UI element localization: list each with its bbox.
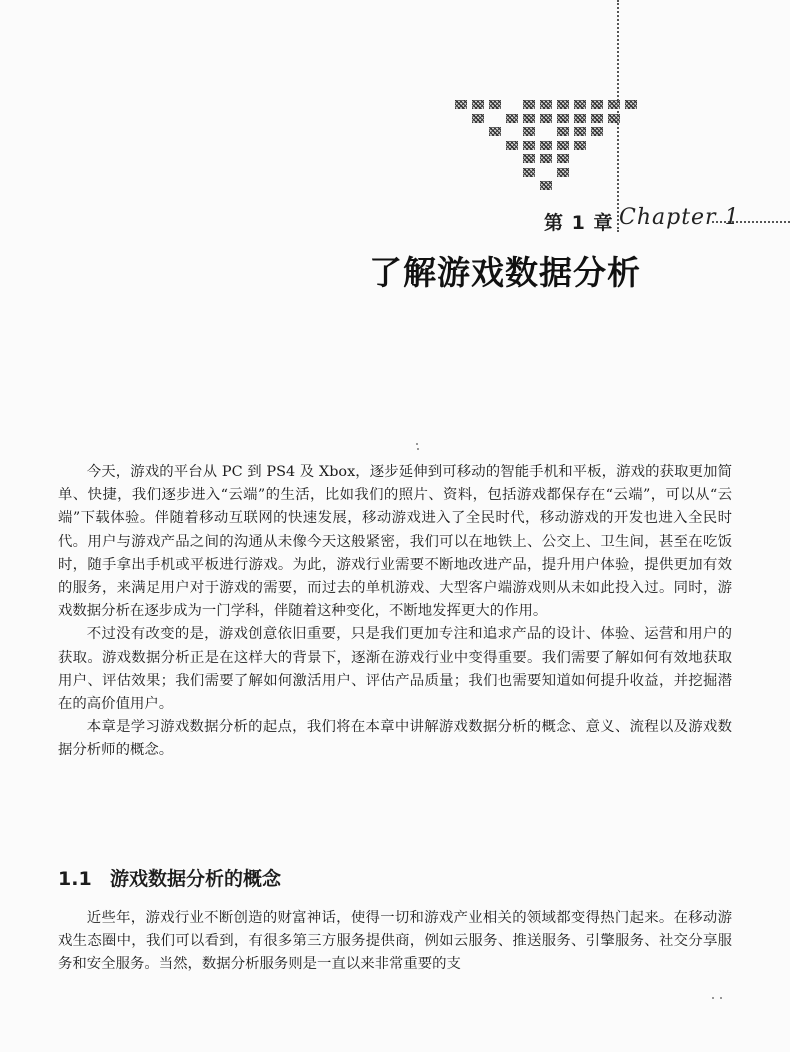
pattern-square <box>625 100 637 109</box>
pattern-square <box>540 181 552 190</box>
chapter-title: 了解游戏数据分析 <box>369 253 641 292</box>
pattern-square <box>557 100 569 109</box>
pattern-square <box>506 141 518 150</box>
pattern-square <box>591 127 603 136</box>
chapter-script-label: Chapter 1 <box>619 205 740 230</box>
paragraph: 不过没有改变的是，游戏创意依旧重要，只是我们更加专注和追求产品的设计、体验、运营和用户的获取。游戏数据分析正是在这样大的背景下，逐渐在游戏行业中变得重要。我们需要了解如何有效地获取用户、评估效果；我们需要了解如何激活用户、评估产品质量；我们也需要知道如何提升收益，并挖掘潜在的高价值用户。 <box>58 626 732 713</box>
pattern-square <box>523 154 535 163</box>
speck <box>416 443 418 445</box>
pattern-square <box>506 114 518 123</box>
pattern-square <box>523 114 535 123</box>
pattern-square <box>540 154 552 163</box>
paragraph: 本章是学习游戏数据分析的起点，我们将在本章中讲解游戏数据分析的概念、意义、流程以及游戏数据分析师的概念。 <box>58 719 732 759</box>
pattern-square <box>489 127 501 136</box>
section-number: 1.1 <box>58 868 92 890</box>
speck <box>712 997 714 999</box>
intro-text <box>58 461 732 763</box>
speck <box>720 997 722 999</box>
section-heading <box>58 864 281 891</box>
pattern-square <box>557 141 569 150</box>
pattern-square <box>540 141 552 150</box>
pattern-square <box>557 127 569 136</box>
pattern-square <box>557 154 569 163</box>
pattern-square <box>574 114 586 123</box>
pattern-square <box>472 114 484 123</box>
section-title: 游戏数据分析的概念 <box>110 868 282 890</box>
pattern-square <box>608 114 620 123</box>
pattern-square <box>472 100 484 109</box>
pattern-square <box>523 168 535 177</box>
pattern-square <box>540 100 552 109</box>
paragraph: 今天，游戏的平台从 PC 到 PS4 及 Xbox，逐步延伸到可移动的智能手机和平板，游戏的获取更加简单、快捷，我们逐步进入“云端”的生活，比如我们的照片、资料，包括游戏都保存在“云端”，可以从“云端”下载体验。伴随着移动互联网的快速发展，移动游戏进入了全民时代，移动游戏的开发也进入全民时代。用户与游戏产品之间的沟通从未像今天这般紧密，我们可以在地铁上、公交上、卫生间，甚至在吃饭时，随手拿出手机或平板进行游戏。为此，游戏行业需要不断地改进产品，提升用户体验，提供更加有效的服务，来满足用户对于游戏的需要，而过去的单机游戏、大型客户端游戏则从未如此投入过。同时，游戏数据分析在逐步成为一门学科，伴随着这种变化，不断地发挥更大的作用。 <box>58 464 732 620</box>
pattern-square <box>523 100 535 109</box>
pattern-square <box>557 168 569 177</box>
pattern-square <box>574 100 586 109</box>
pattern-square <box>523 141 535 150</box>
pattern-square <box>540 114 552 123</box>
chapter-number: 第 1 章 <box>544 212 614 234</box>
pattern-square <box>489 100 501 109</box>
section-text <box>58 907 732 977</box>
pattern-square <box>455 100 467 109</box>
pattern-square <box>574 141 586 150</box>
pattern-square <box>608 100 620 109</box>
pattern-square <box>591 100 603 109</box>
pattern-square <box>523 127 535 136</box>
pattern-square <box>574 127 586 136</box>
speck <box>417 448 419 450</box>
paragraph: 近些年，游戏行业不断创造的财富神话，使得一切和游戏产业相关的领域都变得热门起来。在移动游戏生态圈中，我们可以看到，有很多第三方服务提供商，例如云服务、推送服务、引擎服务、社交分享服务和安全服务。当然，数据分析服务则是一直以来非常重要的支 <box>58 910 732 973</box>
pattern-square <box>557 114 569 123</box>
pattern-square <box>591 114 603 123</box>
